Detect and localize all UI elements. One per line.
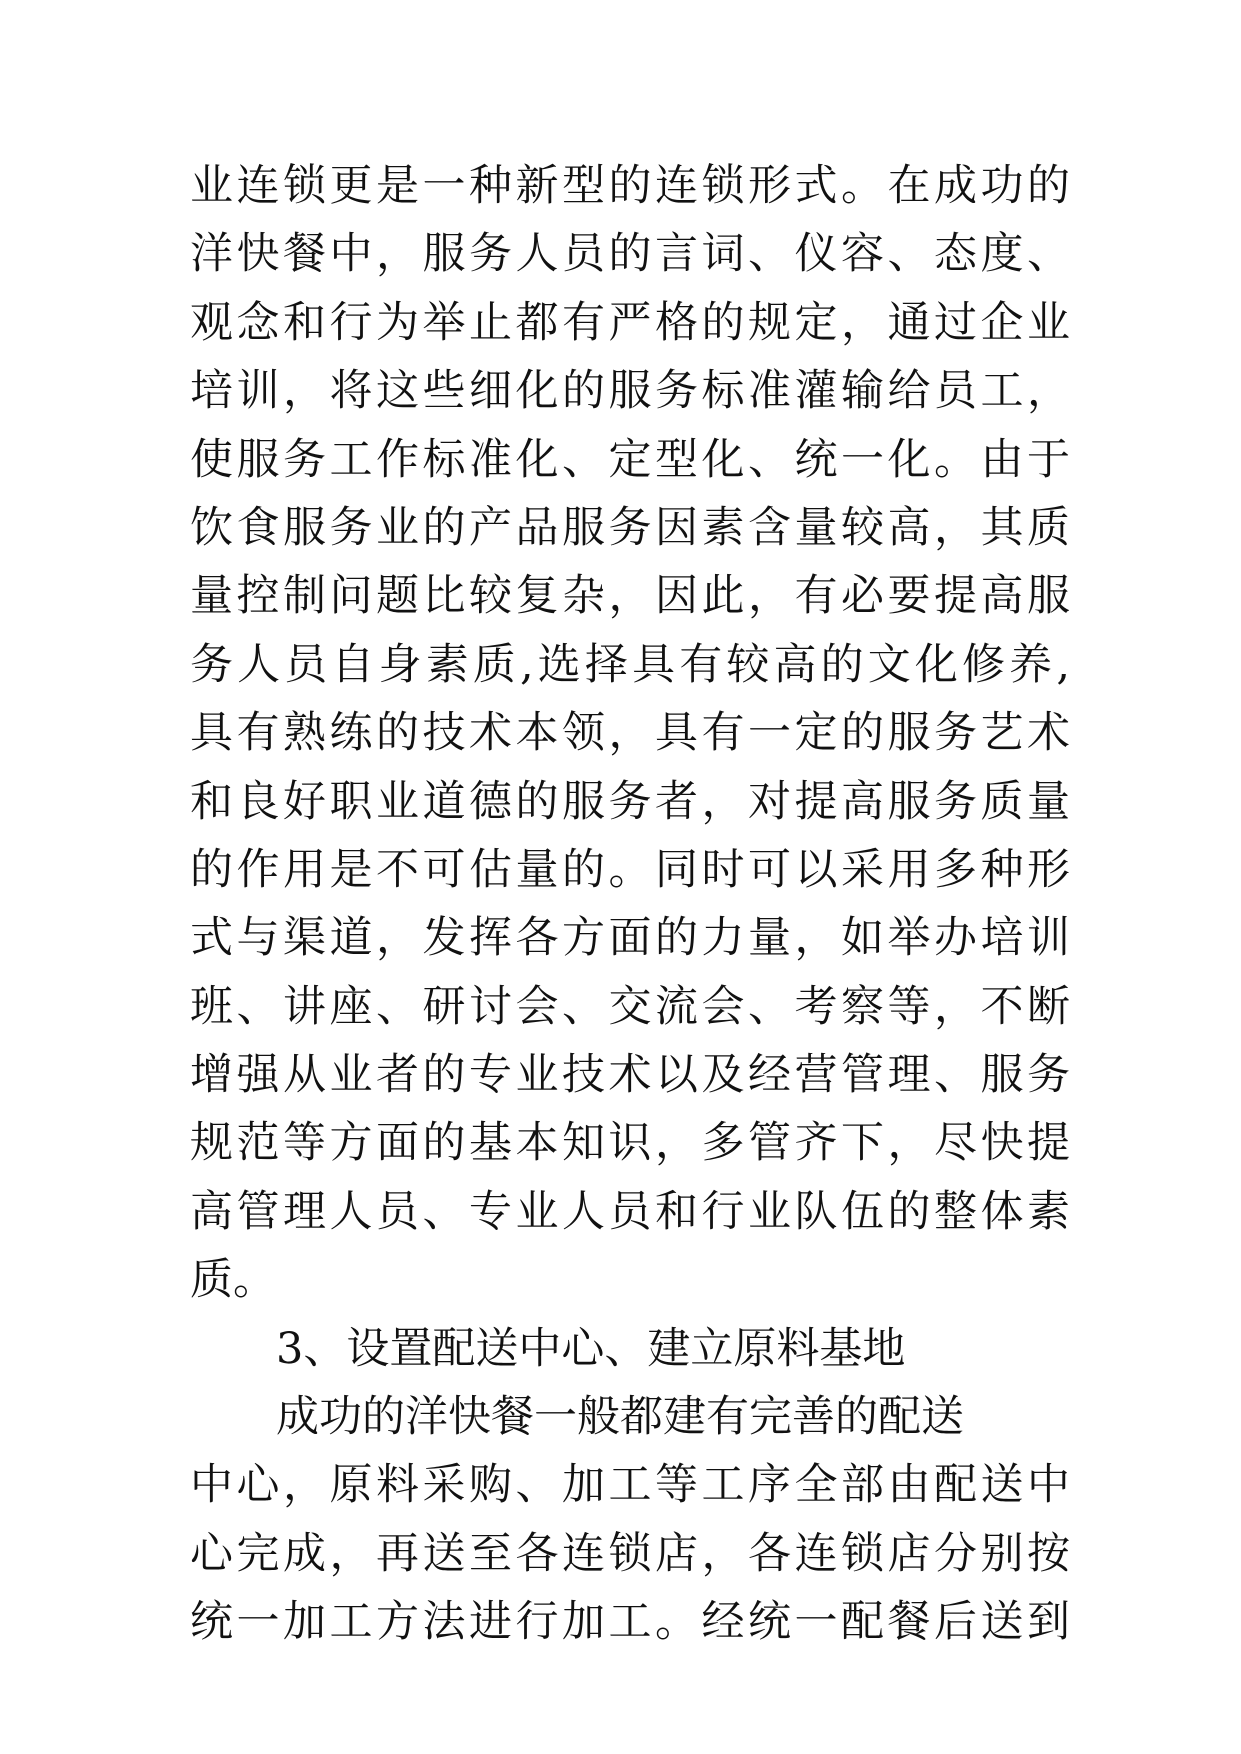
text-line: 的作用是不可估量的。同时可以采用多种形 [190, 844, 1070, 895]
text-line: 中心，原料采购、加工等工序全部由配送中 [190, 1460, 1070, 1511]
text-line: 规范等方面的基本知识，多管齐下，尽快提 [190, 1118, 1070, 1169]
text-line: 质。 [190, 1255, 276, 1306]
text-line: 增强从业者的专业技术以及经营管理、服务 [190, 1050, 1070, 1101]
text-line: 量控制问题比较复杂，因此，有必要提高服 [190, 571, 1070, 622]
text-line: 使服务工作标准化、定型化、统一化。由于 [190, 434, 1070, 485]
text-line: 式与渠道，发挥各方面的力量，如举办培训 [190, 913, 1070, 964]
body-text [190, 152, 1070, 1657]
text-line: 班、讲座、研讨会、交流会、考察等，不断 [190, 981, 1070, 1032]
text-line: 高管理人员、专业人员和行业队伍的整体素 [190, 1186, 1070, 1237]
text-line: 和良好职业道德的服务者，对提高服务质量 [190, 776, 1070, 827]
text-line: 统一加工方法进行加工。经统一配餐后送到 [190, 1597, 1070, 1648]
text-line: 业连锁更是一种新型的连锁形式。在成功的 [190, 161, 1070, 211]
text-line: 具有熟练的技术本领，具有一定的服务艺术 [190, 708, 1070, 759]
text-line: 饮食服务业的产品服务因素含量较高，其质 [190, 502, 1070, 553]
text-line: 洋快餐中，服务人员的言词、仪容、态度、 [190, 229, 1070, 280]
text-line: 心完成，再送至各连锁店，各连锁店分别按 [190, 1528, 1070, 1579]
text-line: 观念和行为举止都有严格的规定，通过企业 [190, 297, 1070, 348]
text-line: 培训，将这些细化的服务标准灌输给员工， [190, 366, 1070, 417]
text-line: 务人员自身素质,选择具有较高的文化修养, [190, 639, 1070, 690]
section-heading: 3、设置配送中心、建立原料基地 [276, 1323, 906, 1374]
paragraph-first-line: 成功的洋快餐一般都建有完善的配送 [276, 1392, 964, 1443]
